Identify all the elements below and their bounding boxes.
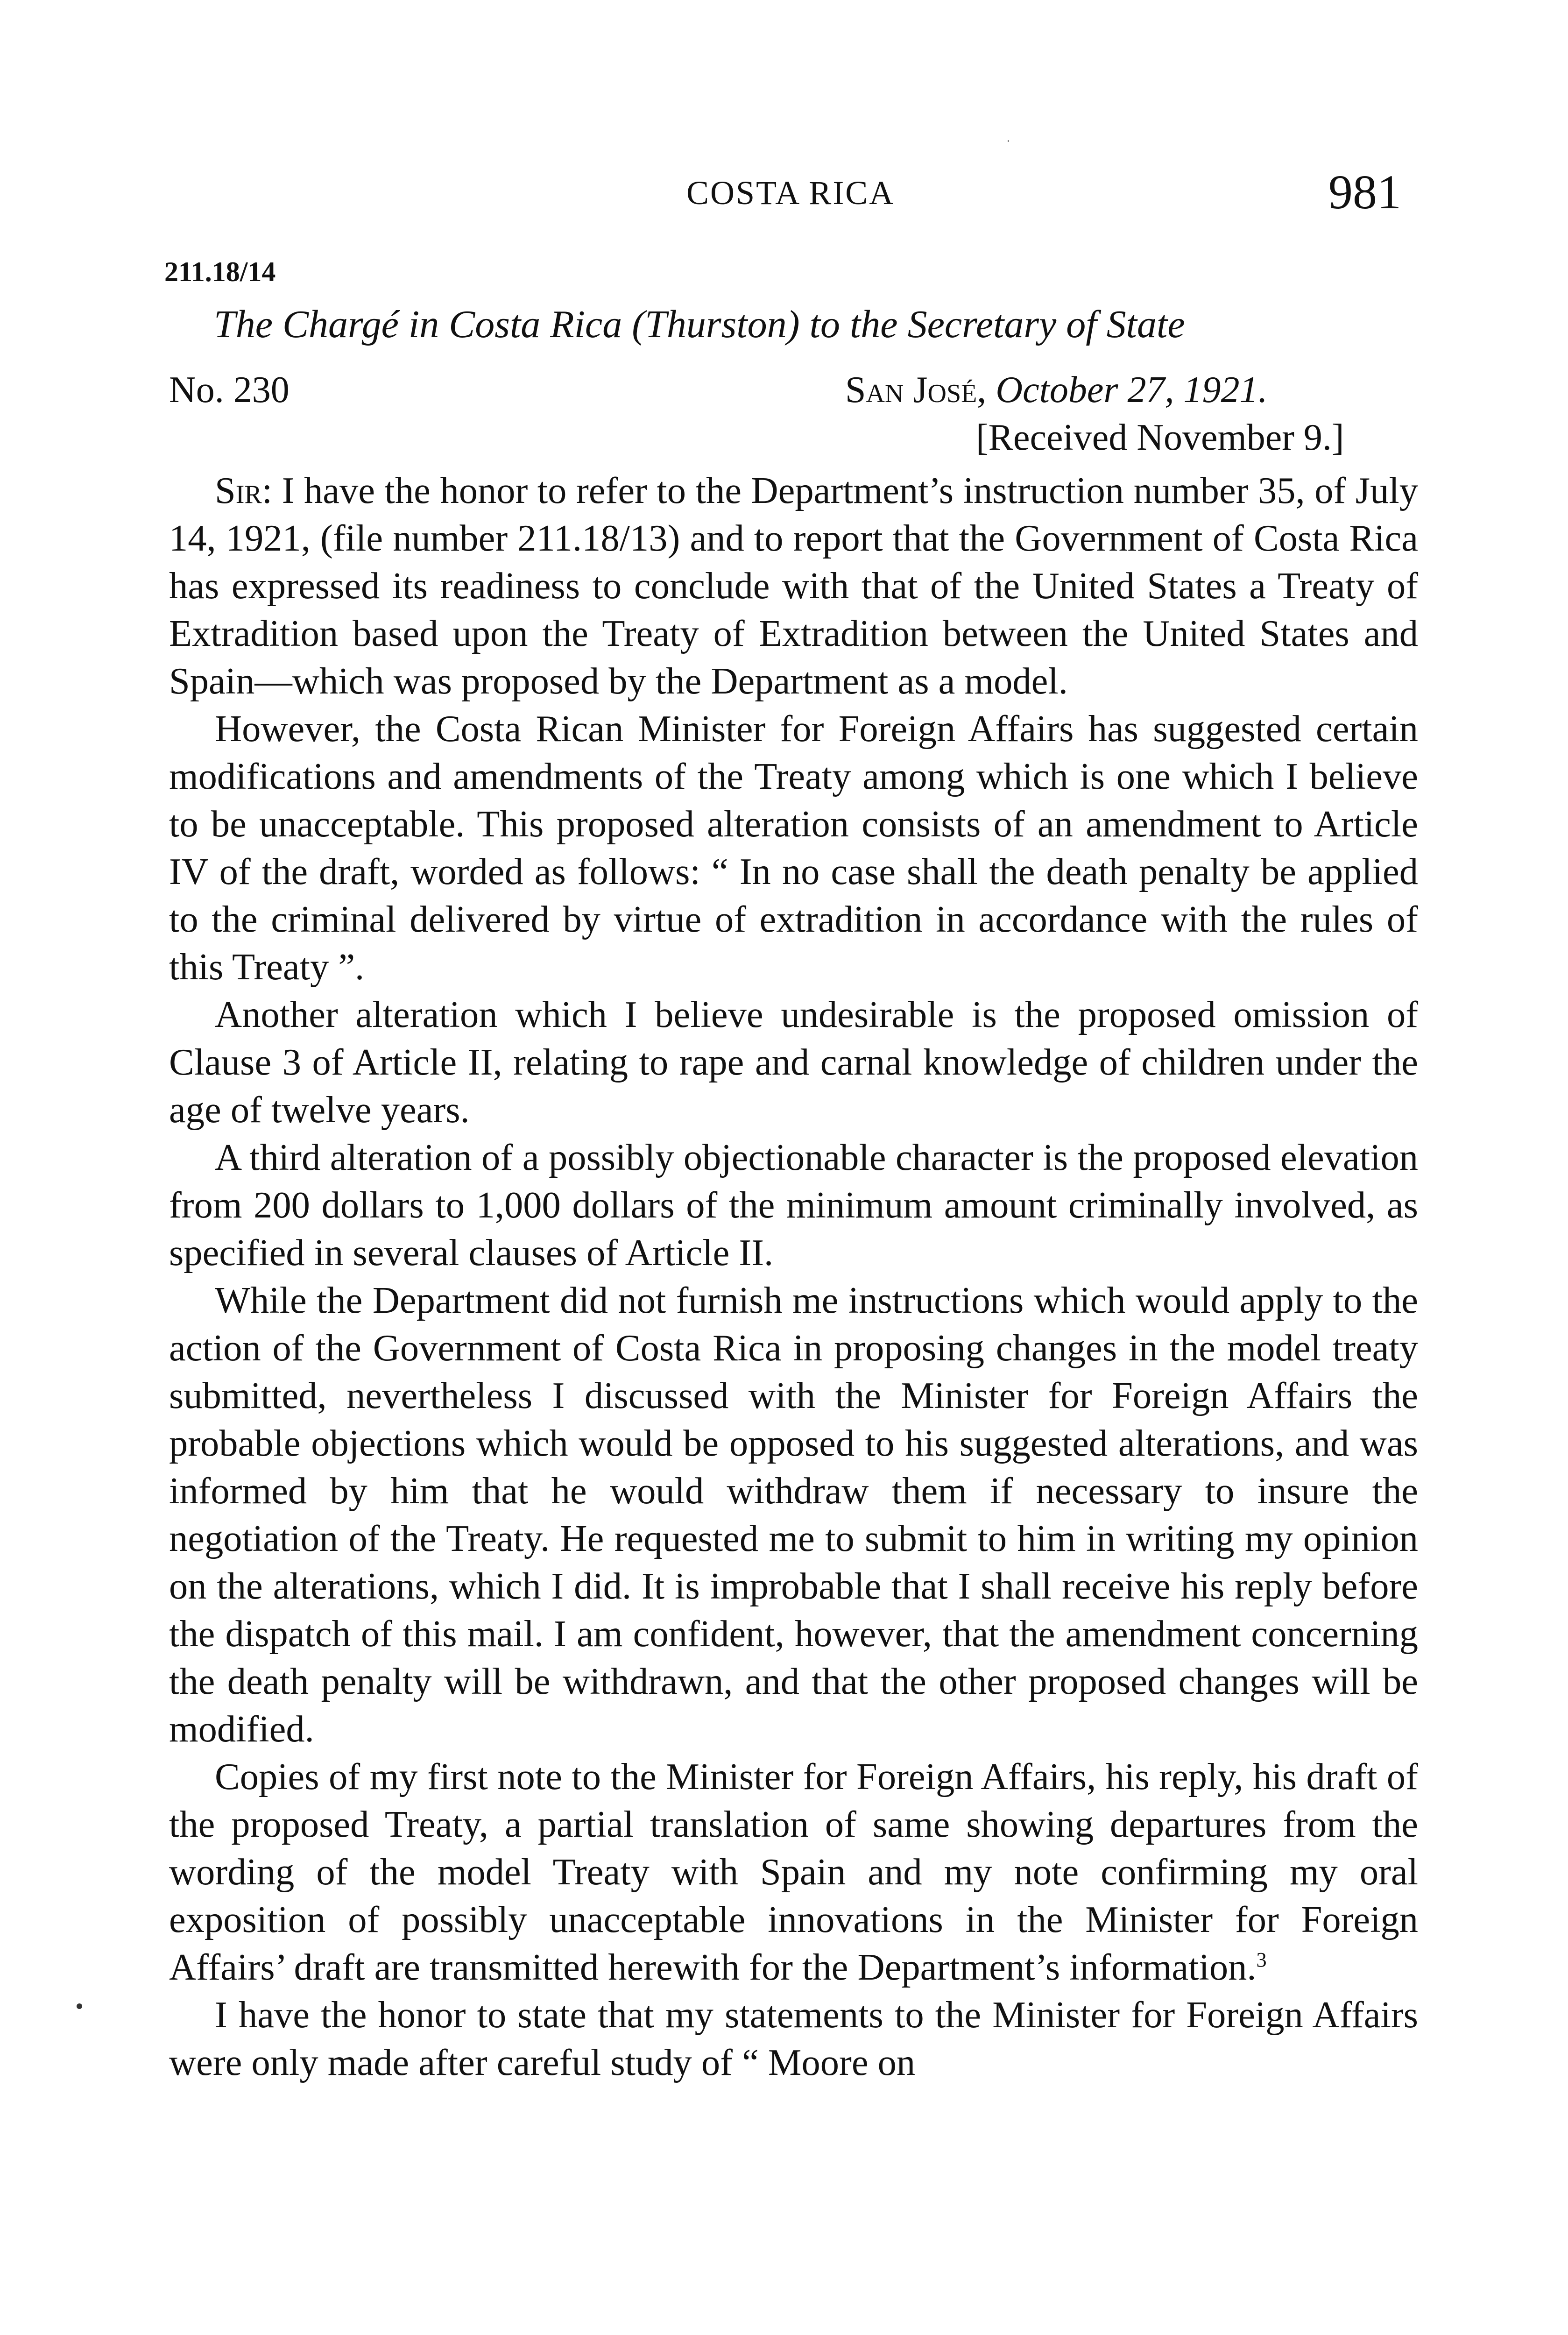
- paragraph-2: However, the Costa Rican Minister for Foreign Affairs has suggested certain modifications and amendments of the Treaty among which is one which I believe to be unacceptable. This proposed alteration consists of an amendment to Article IV of the draft, worded as follows: “ In no case shall the death penalty be applied to the criminal delivered by virtue of extradition in accordance with the rules of this Treaty ”.: [169, 708, 1418, 988]
- dispatch-number: No. 230: [169, 369, 290, 410]
- stray-ink-mark: [1008, 140, 1009, 142]
- paragraph-6: [169, 1753, 1418, 1991]
- title-part-2: to the Secretary of State: [799, 303, 1185, 346]
- file-number: 211.18/14: [164, 256, 276, 287]
- running-head: COSTA RICA: [686, 174, 895, 212]
- paragraph-3: Another alteration which I believe undesirable is the proposed omission of Clause 3 of Article II, relating to rape and carnal knowledge of children under the age of twelve years.: [169, 994, 1418, 1131]
- paragraph-6-text: Copies of my first note to the Minister for Foreign Affairs, his reply, his draft of the proposed Treaty, a partial translation of same showing departures from the wording of the model Treaty with Spain and my note confirming my oral exposition of possibly unacceptable innovations in the Minister for Foreign Affairs’ draft are transmitted herewith for the Department’s information.: [169, 1756, 1418, 1988]
- salutation: Sir:: [215, 470, 273, 511]
- paragraph-1: [169, 467, 1418, 705]
- paragraph-5: While the Department did not furnish me instructions which would apply to the action of the Government of Costa Rica in proposing changes in the model treaty submitted, nevertheless I discussed with the Minister for Foreign Affairs the probable objections which would be opposed to his suggested alterations, and was informed by him that he would withdraw them if necessary to insure the negotiation of the Treaty. He requested me to submit to him in writing my opinion on the alterations, which I did. It is improbable that I shall receive his reply before the dispatch of this mail. I am confident, however, that the amendment concerning the death penalty will be withdrawn, and that the other proposed changes will be modified.: [169, 1280, 1418, 1750]
- page-number: 981: [1328, 165, 1401, 219]
- footnote-reference: 3: [1256, 1948, 1267, 1972]
- letter-body: [169, 467, 1418, 2087]
- document-title: [214, 302, 1185, 347]
- title-sender: (Thurston): [632, 303, 800, 346]
- paragraph-1-text: I have the honor to refer to the Department’s instruction number 35, of July 14, 1921, (file number 211.18/13) and to report that the Government of Costa Rica has expressed its readiness to conclude with that of the United States a Treaty of Extradition based upon the Treaty of Extradition between the United States and Spain—which was proposed by the Department as a model.: [169, 470, 1418, 702]
- paragraph-4: A third alteration of a possibly objectionable character is the proposed elevation from 200 dollars to 1,000 dollars of the minimum amount criminally involved, as specified in several clauses of Article II.: [169, 1137, 1418, 1274]
- title-part-1: The Chargé in Costa Rica: [214, 303, 632, 346]
- place-and-date: [845, 369, 1267, 411]
- date: October 27, 1921.: [996, 369, 1268, 410]
- paragraph-7: I have the honor to state that my statements to the Minister for Foreign Affairs were only made after careful study of “ Moore on: [169, 1994, 1418, 2083]
- place: San José,: [845, 369, 987, 410]
- received-date: [Received November 9.]: [976, 417, 1344, 458]
- margin-dot: [77, 2003, 82, 2009]
